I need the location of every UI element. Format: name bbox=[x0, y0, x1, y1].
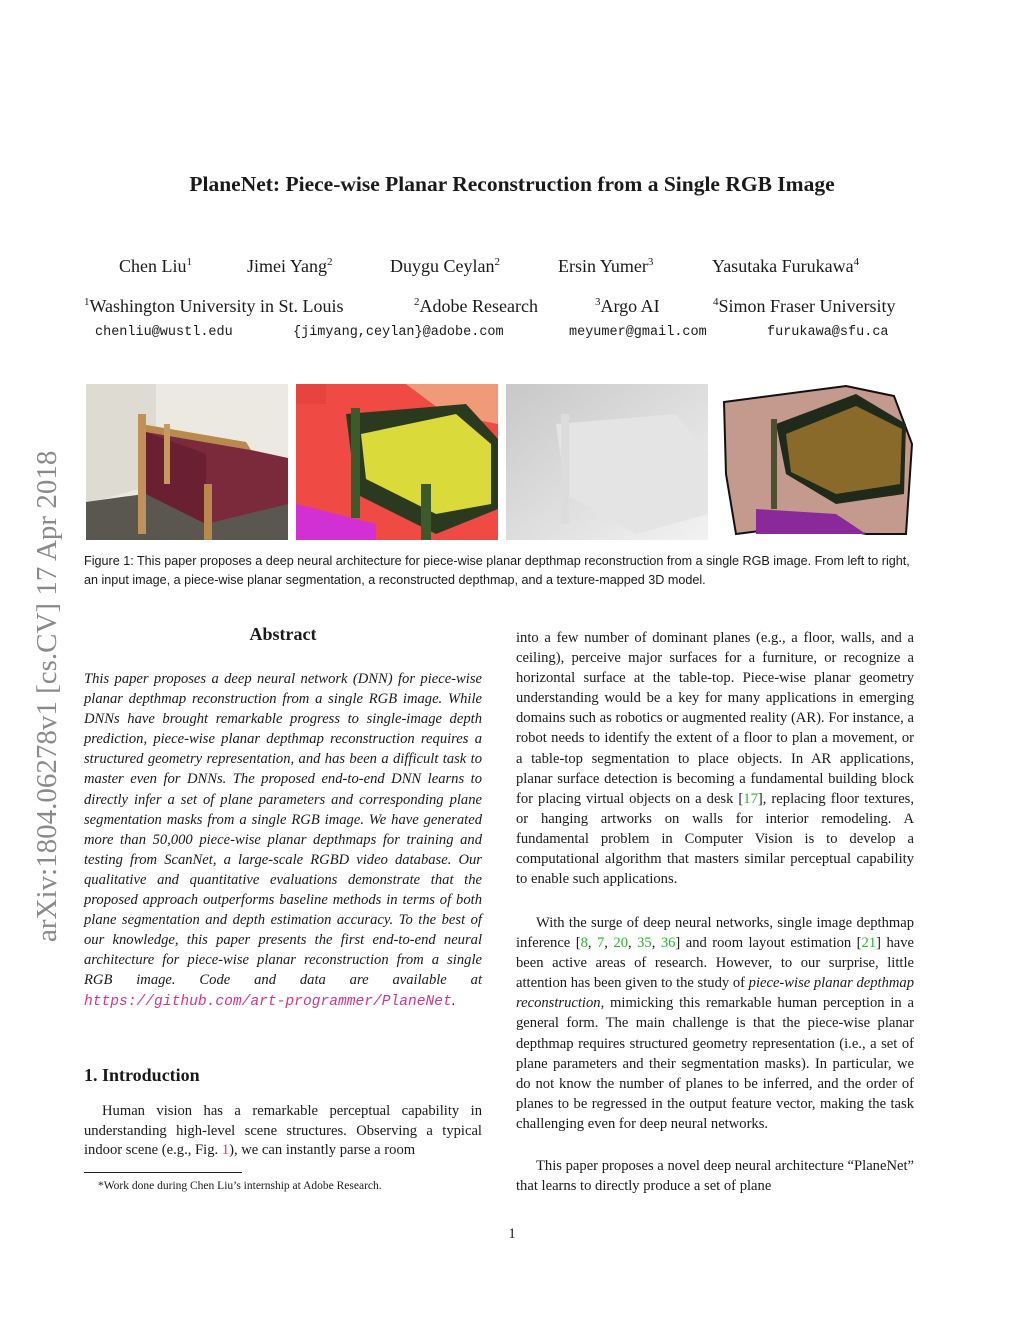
author: Chen Liu$^1$ bbox=[119, 256, 192, 276]
author: Duygu Ceylan$^2$ bbox=[390, 256, 500, 276]
figure-caption: Figure 1: This paper proposes a deep neural architecture for piece-wise planar depthmap reconstruction from a single RGB image. From left to right, an input image, a piece-wise planar segmentation, a reconstructed depthmap, and a texture-mapped 3D model. bbox=[84, 554, 910, 587]
affiliation: $^4$Simon Fraser University bbox=[713, 296, 896, 316]
author: Jimei Yang$^2$ bbox=[247, 256, 333, 276]
arxiv-stamp bbox=[16, 352, 72, 952]
citation-link[interactable]: 7 bbox=[597, 935, 605, 952]
page-number: 1 bbox=[508, 1226, 516, 1242]
abstract-heading: Abstract bbox=[249, 624, 317, 644]
paper-title: PlaneNet: Piece-wise Planar Reconstruction from a Single RGB Image bbox=[189, 172, 835, 196]
figure-1 bbox=[86, 384, 918, 540]
intro-paragraph: With the surge of deep neural networks, single image depthmap inference [8, 7, 20, 35, 36] and room layout estimation [21] have been active areas of research. However, to our surprise, little attention has been given to the study of piece-wise planar depthmap reconstruction, mimicking this remarkable human perception in a general form. The main challenge is that the piece-wise planar depthmap requires structured geometry representation (i.e., a set of plane parameters and their segmentation masks). In particular, we do not know the number of planes to be inferred, and the order of planes to be regressed in the output feature vector, making the task challenging even for deep neural networks. bbox=[516, 915, 915, 1132]
email: furukawa@sfu.ca bbox=[767, 325, 889, 340]
figure-input-image bbox=[86, 384, 288, 540]
citation-link[interactable]: 17 bbox=[743, 790, 758, 807]
citation-link[interactable]: 35 bbox=[637, 935, 652, 952]
figure-segmentation bbox=[296, 384, 498, 540]
citation-link[interactable]: 21 bbox=[861, 935, 877, 952]
figure-reference-link[interactable]: 1 bbox=[221, 1142, 230, 1158]
footnote: *Work done during Chen Liu’s internship at Adobe Research. bbox=[98, 1180, 382, 1192]
email: chenliu@wustl.edu bbox=[95, 325, 233, 340]
citation-link[interactable]: 20 bbox=[613, 935, 628, 952]
affiliation: $^1$Washington University in St. Louis bbox=[84, 296, 344, 316]
intro-paragraph: This paper proposes a novel deep neural architecture “PlaneNet” that learns to directly produce a set of plane bbox=[516, 1158, 914, 1195]
affiliation: $^2$Adobe Research bbox=[414, 296, 538, 316]
code-link[interactable]: https://github.com/art-programmer/PlaneNet bbox=[84, 993, 452, 1010]
intro-paragraph: into a few number of dominant planes (e.g., a floor, walls, and a ceiling), perceive major surfaces for a furniture, or recognize a horizontal surface at the table-top. Piece-wise planar geometry understanding would be a key for many applications in emerging domains such as robotics or augmented reality (AR). For instance, a robot needs to identify the extent of a floor to plan a movement, or a table-top segmentation to place objects. In AR applications, planar surface detection is becoming a fundamental building block for placing virtual objects on a desk [17], replacing floor textures, or hanging artworks on walls for interior remodeling. A fundamental problem in Computer Vision is to develop a computational algorithm that masters similar perceptual capability to enable such applications. bbox=[516, 630, 914, 888]
citation-link[interactable]: 8 bbox=[580, 935, 588, 952]
figure-3d-model bbox=[716, 384, 918, 540]
abstract-body: This paper proposes a deep neural network (DNN) for piece-wise planar depthmap reconstruction from a single RGB image. While DNNs have brought remarkable progress to single-image depth prediction, piece-wise planar depthmap reconstruction requires a structured geometry representation, and has been a difficult task to master even for DNNs. The proposed end-to-end DNN learns to directly infer a set of plane parameters and corresponding plane segmentation masks from a single RGB image. We have generated more than 50,000 piece-wise planar depthmaps for training and testing from ScanNet, a large-scale RGBD video database. Our qualitative and quantitative evaluations demonstrate that the proposed approach outperforms baseline methods in terms of both plane segmentation and depth estimation accuracy. To the best of our knowledge, this paper presents the first end-to-end neural architecture for piece-wise planar reconstruction from a single RGB image. Code and data are available at https://github.com/art-programmer/PlaneNet. bbox=[84, 671, 482, 1010]
email: meyumer@gmail.com bbox=[569, 325, 707, 340]
arxiv-stamp-text: arXiv:1804.06278v1 [cs.CV] 17 Apr 2018 bbox=[31, 450, 63, 942]
affiliation: $^3$Argo AI bbox=[595, 296, 660, 316]
citation-link[interactable]: 36 bbox=[660, 935, 676, 952]
footnote-divider bbox=[84, 1172, 242, 1173]
author: Ersin Yumer$^3$ bbox=[558, 256, 654, 276]
author: Yasutaka Furukawa$^4$ bbox=[712, 256, 860, 276]
figure-depthmap bbox=[506, 384, 708, 540]
section-heading-introduction: 1. Introduction bbox=[84, 1065, 200, 1085]
email: {jimyang,ceylan}@adobe.com bbox=[293, 325, 504, 340]
intro-paragraph: Human vision has a remarkable perceptual capability in understanding high-level scene structures. Observing a typical indoor scene (e.g., Fig. 1), we can instantly parse a room bbox=[84, 1103, 482, 1158]
